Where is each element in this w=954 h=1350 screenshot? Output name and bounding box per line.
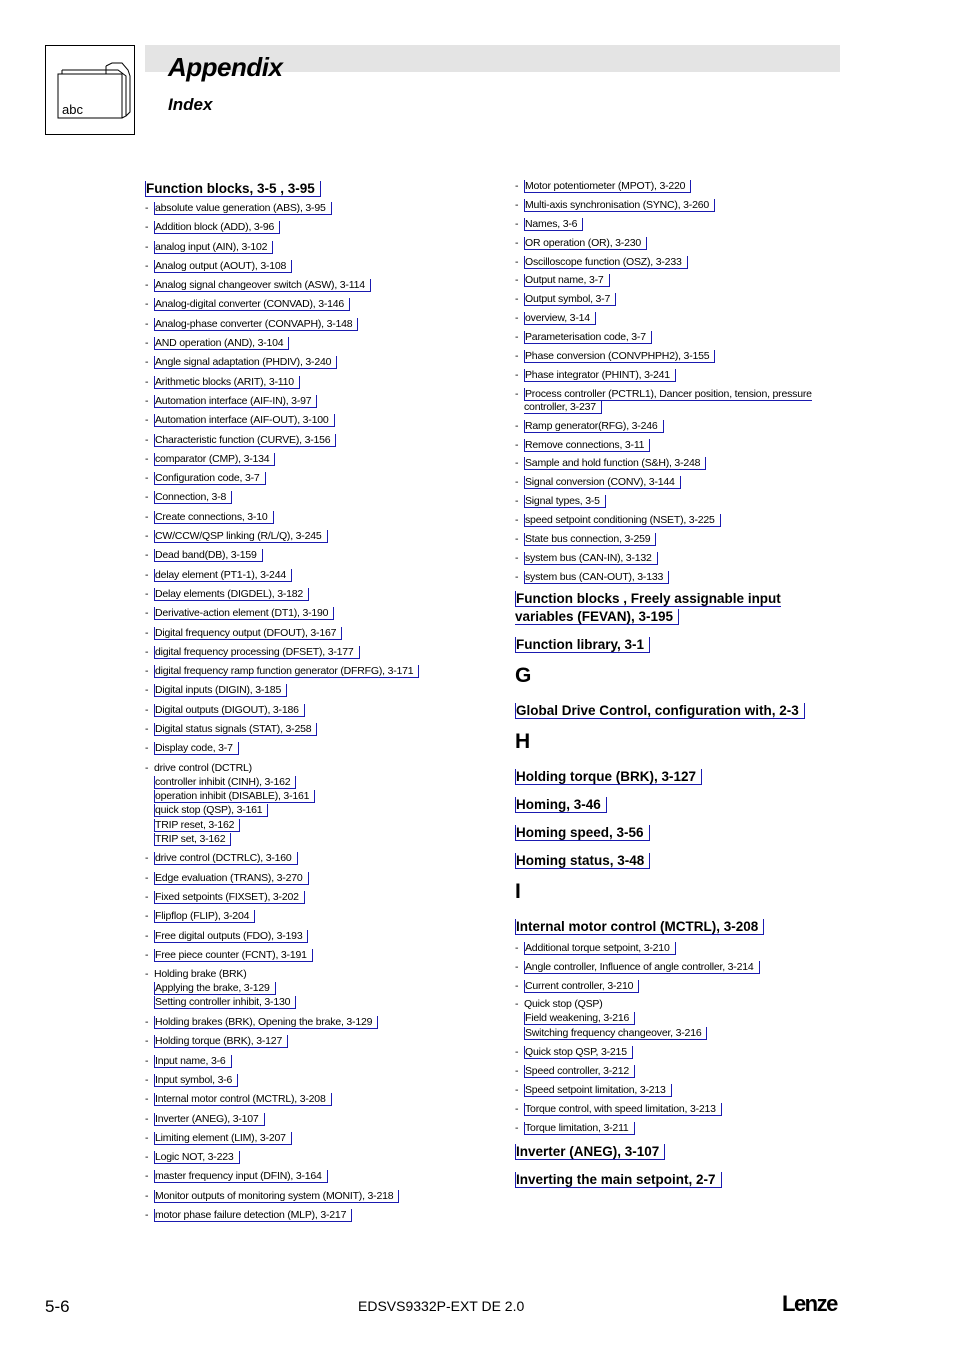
index-entry: - Output name, 3-7 xyxy=(515,274,840,287)
index-link[interactable]: Display code, 3-7 xyxy=(154,742,239,755)
index-link[interactable]: Digital outputs (DIGOUT), 3-186 xyxy=(154,704,305,717)
index-entry: - Remove connections, 3-11 xyxy=(515,439,840,452)
index-entry: - Delay elements (DIGDEL), 3-182 xyxy=(145,588,505,601)
index-entry: - Limiting element (LIM), 3-207 xyxy=(145,1132,505,1145)
qsp-entry: - Quick stop (QSP) Field weakening, 3-216 Switching frequency changeover, 3-216 xyxy=(515,998,840,1040)
index-entry: - Arithmetic blocks (ARIT), 3-110 xyxy=(145,376,505,389)
folder-icon xyxy=(46,46,134,134)
index-link[interactable]: CW/CCW/QSP linking (R/L/Q), 3-245 xyxy=(154,530,328,543)
index-link[interactable]: Process controller (PCTRL1), Dancer position, tension, pressure controller, 3-237 xyxy=(524,387,812,413)
index-link[interactable]: Digital status signals (STAT), 3-258 xyxy=(154,723,317,736)
index-subentry xyxy=(154,981,505,995)
index-link[interactable]: Holding torque (BRK), 3-127 xyxy=(515,769,702,785)
index-link[interactable]: Homing, 3-46 xyxy=(515,797,607,813)
index-entry: - OR operation (OR), 3-230 xyxy=(515,237,840,250)
index-link[interactable]: Quick stop QSP, 3-215 xyxy=(524,1046,633,1059)
index-entry: - delay element (PT1-1), 3-244 xyxy=(145,569,505,582)
index-link[interactable]: Ramp generator(RFG), 3-246 xyxy=(524,420,664,433)
index-entry: - Signal conversion (CONV), 3-144 xyxy=(515,476,840,489)
index-link[interactable]: Speed setpoint limitation, 3-213 xyxy=(524,1084,672,1097)
index-entry: - Additional torque setpoint, 3-210 xyxy=(515,942,840,955)
index-link[interactable]: Analog-digital converter (CONVAD), 3-146 xyxy=(154,298,350,311)
index-entry: - Connection, 3-8 xyxy=(145,491,505,504)
index-link[interactable]: Homing status, 3-48 xyxy=(515,853,650,869)
index-heading xyxy=(145,180,505,198)
index-entry: - system bus (CAN-IN), 3-132 xyxy=(515,552,840,565)
page-subtitle: Index xyxy=(168,95,213,114)
index-entry: - Derivative-action element (DT1), 3-190 xyxy=(145,607,505,620)
index-entry: - Monitor outputs of monitoring system (MONIT), 3-218 xyxy=(145,1190,505,1203)
index-link[interactable]: TRIP reset, 3-162 xyxy=(154,819,240,832)
h-headings xyxy=(515,768,840,870)
index-entry: - Free piece counter (FCNT), 3-191 xyxy=(145,949,505,962)
index-link[interactable]: Multi-axis synchronisation (SYNC), 3-260 xyxy=(524,199,715,212)
left-items-2 xyxy=(145,852,505,961)
index-heading xyxy=(515,918,840,936)
index-link[interactable]: Sample and hold function (S&H), 3-248 xyxy=(524,457,706,470)
section-letter: H xyxy=(515,729,531,753)
index-link[interactable]: Characteristic function (CURVE), 3-156 xyxy=(154,434,336,447)
index-link[interactable]: Names, 3-6 xyxy=(524,218,583,231)
index-link[interactable]: Create connections, 3-10 xyxy=(154,511,274,524)
index-link[interactable]: Phase integrator (PHINT), 3-241 xyxy=(524,369,676,382)
index-link[interactable]: operation inhibit (DISABLE), 3-161 xyxy=(154,790,315,803)
section-letter: G xyxy=(515,663,532,687)
index-link[interactable]: TRIP set, 3-162 xyxy=(154,833,231,846)
index-entry: - Logic NOT, 3-223 xyxy=(145,1151,505,1164)
index-link[interactable]: Remove connections, 3-11 xyxy=(524,439,650,452)
index-entry: - system bus (CAN-OUT), 3-133 xyxy=(515,571,840,584)
index-link[interactable]: Analog-phase converter (CONVAPH), 3-148 xyxy=(154,318,358,331)
index-entry: - Sample and hold function (S&H), 3-248 xyxy=(515,457,840,470)
index-link[interactable]: Fixed setpoints (FIXSET), 3-202 xyxy=(154,891,305,904)
section-letter: I xyxy=(515,879,521,903)
index-entry: - Characteristic function (CURVE), 3-156 xyxy=(145,434,505,447)
index-link[interactable]: Setting controller inhibit, 3-130 xyxy=(154,996,296,1009)
index-entry: - Phase conversion (CONVPHPH2), 3-155 xyxy=(515,350,840,363)
index-entry: - absolute value generation (ABS), 3-95 xyxy=(145,202,505,215)
index-entry: - Edge evaluation (TRANS), 3-270 xyxy=(145,872,505,885)
index-link[interactable]: digital frequency ramp function generator (DFRFG), 3-171 xyxy=(154,665,419,678)
index-entry: - motor phase failure detection (MLP), 3-217 xyxy=(145,1209,505,1222)
index-entry: - Phase integrator (PHINT), 3-241 xyxy=(515,369,840,382)
index-entry: - Digital outputs (DIGOUT), 3-186 xyxy=(145,704,505,717)
index-link[interactable]: Function blocks , Freely assignable input variables (FEVAN), 3-195 xyxy=(515,590,781,624)
dctrl-entry: - drive control (DCTRL) controller inhibit (CINH), 3-162 operation inhibit (DISABLE), 3-161 quick stop (QSP), 3-161 TRIP reset, 3-162 TRIP set, 3-162 xyxy=(145,762,505,846)
index-link[interactable]: Output symbol, 3-7 xyxy=(524,293,616,306)
index-link[interactable]: comparator (CMP), 3-134 xyxy=(154,453,275,466)
index-entry: - Multi-axis synchronisation (SYNC), 3-260 xyxy=(515,199,840,212)
abc-folder-icon-box xyxy=(45,45,135,135)
index-entry: - Current controller, 3-210 xyxy=(515,980,840,993)
index-heading xyxy=(515,1143,840,1161)
index-subentry xyxy=(154,995,505,1009)
index-link[interactable]: AND operation (AND), 3-104 xyxy=(154,337,289,350)
index-entry: - Inverter (ANEG), 3-107 xyxy=(145,1113,505,1126)
index-entry: - Parameterisation code, 3-7 xyxy=(515,331,840,344)
brk-label: Holding brake (BRK) xyxy=(154,968,247,981)
index-heading xyxy=(515,590,840,626)
index-entry: - Analog output (AOUT), 3-108 xyxy=(145,260,505,273)
left-items-3 xyxy=(145,1016,505,1222)
index-subentry xyxy=(524,1011,840,1025)
page-number: 5-6 xyxy=(45,1297,70,1316)
index-entry: - CW/CCW/QSP linking (R/L/Q), 3-245 xyxy=(145,530,505,543)
index-link[interactable]: system bus (CAN-OUT), 3-133 xyxy=(524,571,669,584)
index-link[interactable]: Function blocks, 3-5 , 3-95 xyxy=(145,181,321,197)
index-entry: - Quick stop QSP, 3-215 xyxy=(515,1046,840,1059)
index-entry: - Configuration code, 3-7 xyxy=(145,472,505,485)
index-link[interactable]: Homing speed, 3-56 xyxy=(515,825,650,841)
index-link[interactable]: Switching frequency changeover, 3-216 xyxy=(524,1027,707,1040)
index-entry: - Torque limitation, 3-211 xyxy=(515,1122,840,1135)
right-items xyxy=(515,180,840,584)
index-subentry xyxy=(154,818,505,832)
index-link[interactable]: Connection, 3-8 xyxy=(154,491,232,504)
index-entry: - speed setpoint conditioning (NSET), 3-225 xyxy=(515,514,840,527)
index-entry: - Torque control, with speed limitation, 3-213 xyxy=(515,1103,840,1116)
index-link[interactable]: Torque control, with speed limitation, 3-213 xyxy=(524,1103,722,1116)
index-link[interactable]: Holding brakes (BRK), Opening the brake, 3-129 xyxy=(154,1016,378,1029)
index-link[interactable]: State bus connection, 3-259 xyxy=(524,533,656,546)
index-subentry xyxy=(154,775,505,789)
index-entry: - drive control (DCTRLC), 3-160 xyxy=(145,852,505,865)
index-link[interactable]: Limiting element (LIM), 3-207 xyxy=(154,1132,292,1145)
index-link[interactable]: Holding torque (BRK), 3-127 xyxy=(154,1035,288,1048)
index-entry: - Create connections, 3-10 xyxy=(145,511,505,524)
index-heading xyxy=(515,796,840,814)
index-entry: - Holding brakes (BRK), Opening the brake, 3-129 xyxy=(145,1016,505,1029)
index-entry: - Ramp generator(RFG), 3-246 xyxy=(515,420,840,433)
icon-label: abc xyxy=(62,102,83,117)
index-link[interactable]: absolute value generation (ABS), 3-95 xyxy=(154,202,332,215)
index-entry: - Holding torque (BRK), 3-127 xyxy=(145,1035,505,1048)
index-link[interactable]: Automation interface (AIF-IN), 3-97 xyxy=(154,395,317,408)
index-link[interactable]: digital frequency processing (DFSET), 3-177 xyxy=(154,646,360,659)
index-entry: - Input symbol, 3-6 xyxy=(145,1074,505,1087)
index-link[interactable]: Angle signal adaptation (PHDIV), 3-240 xyxy=(154,356,337,369)
left-items xyxy=(145,202,505,755)
index-entry: - Display code, 3-7 xyxy=(145,742,505,755)
index-heading xyxy=(515,636,840,654)
index-link[interactable]: Additional torque setpoint, 3-210 xyxy=(524,942,676,955)
index-link[interactable]: Free piece counter (FCNT), 3-191 xyxy=(154,949,313,962)
index-link[interactable]: Global Drive Control, configuration with, 2-3 xyxy=(515,703,805,719)
index-entry: - Flipflop (FLIP), 3-204 xyxy=(145,910,505,923)
index-link[interactable]: Dead band(DB), 3-159 xyxy=(154,549,263,562)
index-link[interactable]: Inverter (ANEG), 3-107 xyxy=(515,1144,665,1160)
index-entry: - Names, 3-6 xyxy=(515,218,840,231)
index-entry: - Oscilloscope function (OSZ), 3-233 xyxy=(515,256,840,269)
index-entry: - Digital inputs (DIGIN), 3-185 xyxy=(145,684,505,697)
index-link[interactable]: motor phase failure detection (MLP), 3-217 xyxy=(154,1209,352,1222)
index-heading xyxy=(515,824,840,842)
index-link[interactable]: Signal conversion (CONV), 3-144 xyxy=(524,476,681,489)
index-link[interactable]: Oscilloscope function (OSZ), 3-233 xyxy=(524,256,688,269)
dctrl-subs xyxy=(154,775,505,846)
index-entry: - digital frequency processing (DFSET), 3-177 xyxy=(145,646,505,659)
document-id: EDSVS9332P-EXT DE 2.0 xyxy=(358,1298,525,1314)
index-entry: - Signal types, 3-5 xyxy=(515,495,840,508)
index-link[interactable]: Derivative-action element (DT1), 3-190 xyxy=(154,607,334,620)
index-subentry xyxy=(154,803,505,817)
index-link[interactable]: Analog output (AOUT), 3-108 xyxy=(154,260,292,273)
index-link[interactable]: controller inhibit (CINH), 3-162 xyxy=(154,776,296,789)
dctrl-label: drive control (DCTRL) xyxy=(154,761,252,774)
index-entry: - Angle controller, Influence of angle controller, 3-214 xyxy=(515,961,840,974)
index-heading xyxy=(515,1171,840,1189)
index-entry: - Dead band(DB), 3-159 xyxy=(145,549,505,562)
index-link[interactable]: Input name, 3-6 xyxy=(154,1055,232,1068)
index-entry: - Addition block (ADD), 3-96 xyxy=(145,221,505,234)
index-link[interactable]: Internal motor control (MCTRL), 3-208 xyxy=(515,919,764,935)
mctrl-items xyxy=(515,942,840,993)
index-link[interactable]: Edge evaluation (TRANS), 3-270 xyxy=(154,872,309,885)
index-entry: - Digital frequency output (DFOUT), 3-167 xyxy=(145,627,505,640)
index-subentry xyxy=(154,832,505,846)
index-link[interactable]: drive control (DCTRLC), 3-160 xyxy=(154,852,298,865)
index-entry: - master frequency input (DFIN), 3-164 xyxy=(145,1170,505,1183)
index-link[interactable]: overview, 3-14 xyxy=(524,312,596,325)
index-link[interactable]: quick stop (QSP), 3-161 xyxy=(154,804,268,817)
index-link[interactable]: Analog signal changeover switch (ASW), 3-114 xyxy=(154,279,371,292)
index-link[interactable]: delay element (PT1-1), 3-244 xyxy=(154,569,292,582)
index-subentry xyxy=(524,1026,840,1040)
index-entry: - comparator (CMP), 3-134 xyxy=(145,453,505,466)
index-link[interactable]: Digital inputs (DIGIN), 3-185 xyxy=(154,684,287,697)
lenze-logo: Lenze xyxy=(782,1291,837,1316)
index-link[interactable]: Automation interface (AIF-OUT), 3-100 xyxy=(154,414,335,427)
index-entry: - Digital status signals (STAT), 3-258 xyxy=(145,723,505,736)
index-link[interactable]: Phase conversion (CONVPHPH2), 3-155 xyxy=(524,350,715,363)
index-link[interactable]: Speed controller, 3-212 xyxy=(524,1065,635,1078)
index-entry: - Automation interface (AIF-IN), 3-97 xyxy=(145,395,505,408)
index-link[interactable]: Inverter (ANEG), 3-107 xyxy=(154,1113,265,1126)
index-entry: - Analog-phase converter (CONVAPH), 3-148 xyxy=(145,318,505,331)
left-column xyxy=(145,180,505,1228)
index-link[interactable]: Free digital outputs (FDO), 3-193 xyxy=(154,930,308,943)
index-link[interactable]: Parameterisation code, 3-7 xyxy=(524,331,652,344)
index-entry: - Output symbol, 3-7 xyxy=(515,293,840,306)
qsp-subs xyxy=(524,1011,840,1040)
index-link[interactable]: Internal motor control (MCTRL), 3-208 xyxy=(154,1093,332,1106)
index-link[interactable]: Inverting the main setpoint, 2-7 xyxy=(515,1172,722,1188)
index-link[interactable]: Configuration code, 3-7 xyxy=(154,472,266,485)
page-title: Appendix xyxy=(168,52,283,82)
index-entry: - Process controller (PCTRL1), Dancer position, tension, pressure controller, 3-237 xyxy=(515,387,812,413)
index-link[interactable]: Torque limitation, 3-211 xyxy=(524,1122,635,1135)
qsp-label: Quick stop (QSP) xyxy=(524,998,603,1011)
index-link[interactable]: Angle controller, Influence of angle controller, 3-214 xyxy=(524,961,760,974)
mctrl-items-2 xyxy=(515,1046,840,1135)
index-link[interactable]: Output name, 3-7 xyxy=(524,274,610,287)
index-link[interactable]: Function library, 3-1 xyxy=(515,637,650,653)
index-entry: - Automation interface (AIF-OUT), 3-100 xyxy=(145,414,505,427)
index-link[interactable]: Arithmetic blocks (ARIT), 3-110 xyxy=(154,376,300,389)
index-entry: - AND operation (AND), 3-104 xyxy=(145,337,505,350)
index-link[interactable]: speed setpoint conditioning (NSET), 3-225 xyxy=(524,514,721,527)
index-heading xyxy=(515,702,840,720)
index-heading xyxy=(515,768,840,786)
index-link[interactable]: system bus (CAN-IN), 3-132 xyxy=(524,552,658,565)
index-entry: - digital frequency ramp function generator (DFRFG), 3-171 xyxy=(145,665,505,678)
index-link[interactable]: Signal types, 3-5 xyxy=(524,495,606,508)
index-link[interactable]: Applying the brake, 3-129 xyxy=(154,982,276,995)
index-entry: - Analog signal changeover switch (ASW), 3-114 xyxy=(145,279,505,292)
brk-subs xyxy=(154,981,505,1010)
index-entry: - Angle signal adaptation (PHDIV), 3-240 xyxy=(145,356,505,369)
index-heading xyxy=(515,852,840,870)
index-link[interactable]: Current controller, 3-210 xyxy=(524,980,639,993)
index-entry: - Speed controller, 3-212 xyxy=(515,1065,840,1078)
index-link[interactable]: Input symbol, 3-6 xyxy=(154,1074,238,1087)
index-entry: - Analog-digital converter (CONVAD), 3-146 xyxy=(145,298,505,311)
index-entry: - Motor potentiometer (MPOT), 3-220 xyxy=(515,180,840,193)
index-link[interactable]: Digital frequency output (DFOUT), 3-167 xyxy=(154,627,342,640)
index-link[interactable]: OR operation (OR), 3-230 xyxy=(524,237,647,250)
index-entry: - Free digital outputs (FDO), 3-193 xyxy=(145,930,505,943)
index-entry: - State bus connection, 3-259 xyxy=(515,533,840,546)
index-subentry xyxy=(154,789,505,803)
index-link[interactable]: Field weakening, 3-216 xyxy=(524,1012,635,1025)
index-entry: - analog input (AIN), 3-102 xyxy=(145,241,505,254)
index-link[interactable]: Addition block (ADD), 3-96 xyxy=(154,221,280,234)
index-link[interactable]: analog input (AIN), 3-102 xyxy=(154,241,273,254)
right-column xyxy=(515,180,840,1199)
index-entry: - Fixed setpoints (FIXSET), 3-202 xyxy=(145,891,505,904)
brk-entry: - Holding brake (BRK) Applying the brake, 3-129 Setting controller inhibit, 3-130 xyxy=(145,968,505,1010)
index-link[interactable]: Motor potentiometer (MPOT), 3-220 xyxy=(524,180,691,193)
index-link[interactable]: Monitor outputs of monitoring system (MONIT), 3-218 xyxy=(154,1190,399,1203)
index-entry: - Internal motor control (MCTRL), 3-208 xyxy=(145,1093,505,1106)
index-entry: - Input name, 3-6 xyxy=(145,1055,505,1068)
index-link[interactable]: Logic NOT, 3-223 xyxy=(154,1151,240,1164)
index-link[interactable]: Delay elements (DIGDEL), 3-182 xyxy=(154,588,309,601)
index-entry: - Speed setpoint limitation, 3-213 xyxy=(515,1084,840,1097)
index-link[interactable]: Flipflop (FLIP), 3-204 xyxy=(154,910,255,923)
index-entry: - overview, 3-14 xyxy=(515,312,840,325)
index-link[interactable]: master frequency input (DFIN), 3-164 xyxy=(154,1170,328,1183)
